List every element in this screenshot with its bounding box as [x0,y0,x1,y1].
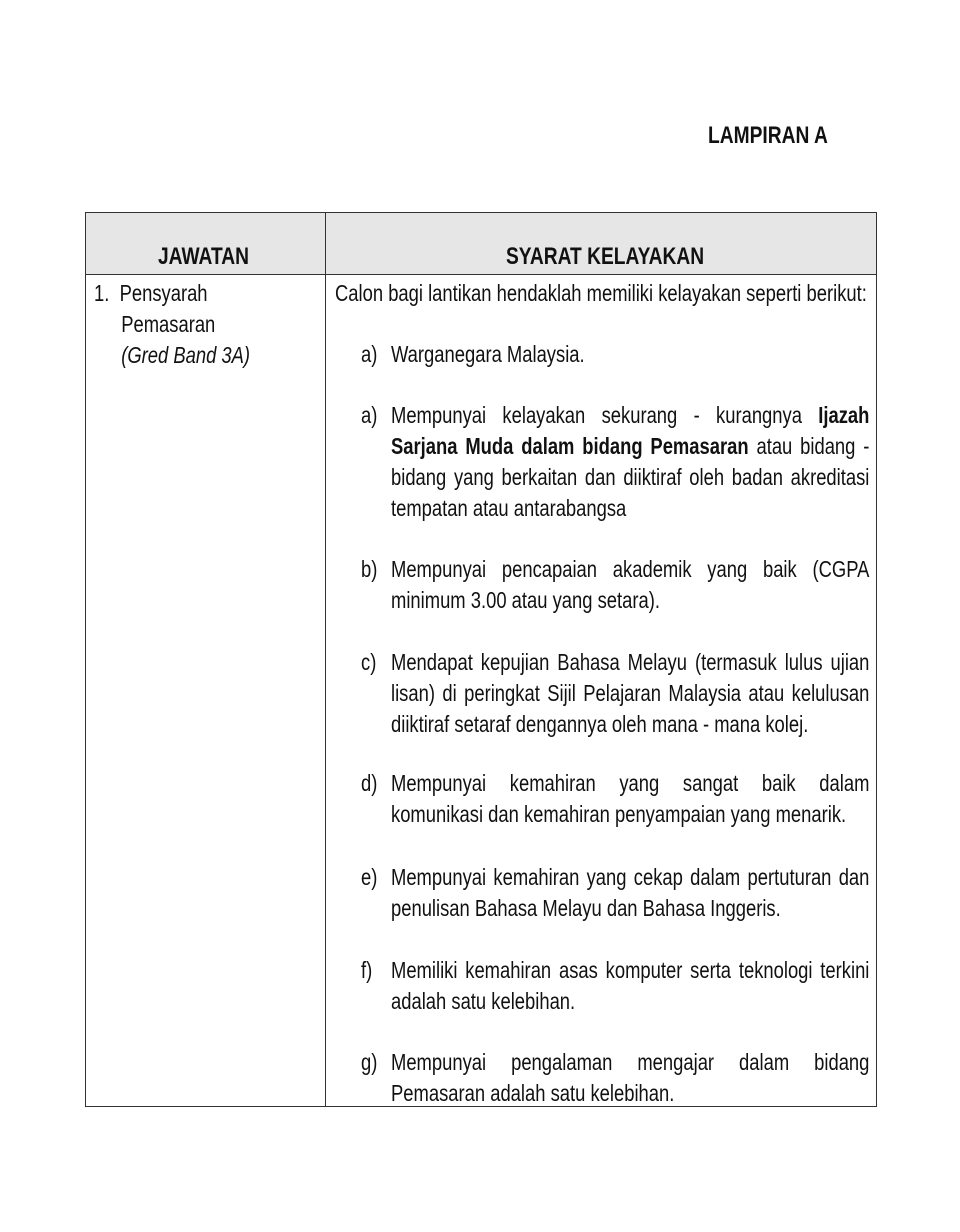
intro-text [335,278,960,309]
position-title-line2: Pemasaran [121,311,216,337]
item-text [391,400,869,524]
item-text: Mempunyai pengalaman mengajar dalam bidang Pemasaran adalah satu kelebihan. [391,1049,870,1106]
column-header-text: SYARAT KELAYAKAN [506,243,705,270]
intro-text-content: Calon bagi lantikan hendaklah memiliki kelayakan seperti berikut: [335,280,867,306]
item-text: Warganegara Malaysia. [391,341,585,367]
item-text: Mempunyai pencapaian akademik yang baik (CGPA minimum 3.00 atau yang setara). [391,556,870,613]
item-text-part: Mempunyai kelayakan sekurang - kurangnya [391,402,819,428]
item-text: Mempunyai kemahiran yang sangat baik dalam komunikasi dan kemahiran penyampaian yang menarik. [391,770,870,827]
column-header-jawatan [158,243,272,271]
column-header-text: JAWATAN [158,243,250,270]
position-title-line1 [94,278,250,309]
position-title: Pensyarah [119,280,208,306]
item-label: f) [361,957,373,983]
item-text: Mempunyai kemahiran yang cekap dalam pertuturan dan penulisan Bahasa Melayu dan Bahasa Inggeris. [391,864,870,921]
item-text: Mendapat kepujian Bahasa Melayu (termasuk lulus ujian lisan) di peringkat Sijil Pelajaran Malaysia atau kelulusan diiktiraf setaraf dengannya oleh mana - mana kolej. [391,649,870,737]
item-label: e) [361,864,378,890]
item-label: b) [361,556,378,582]
item-label: a) [361,402,378,428]
position-number: 1. [94,280,110,306]
position-grade: (Gred Band 3A) [121,342,251,368]
appendix-label [708,122,858,150]
position-cell [94,278,289,371]
appendix-label-text: LAMPIRAN A [708,122,828,149]
column-divider [325,213,326,1106]
item-label: g) [361,1049,378,1075]
item-label: a) [361,341,378,367]
item-text: Memiliki kemahiran asas komputer serta teknologi terkini adalah satu kelebihan. [391,957,870,1014]
item-text-part: atau bidang - bidang yang berkaitan dan diiktiraf oleh badan akreditasi tempatan atau antarabangsa [391,433,870,521]
item-label: d) [361,770,378,796]
item-text-bold: Ijazah Sarjana Muda dalam bidang Pemasaran [391,402,870,459]
item-label: c) [361,649,377,675]
column-header-syarat [506,243,754,271]
qualification-table [85,212,877,1107]
